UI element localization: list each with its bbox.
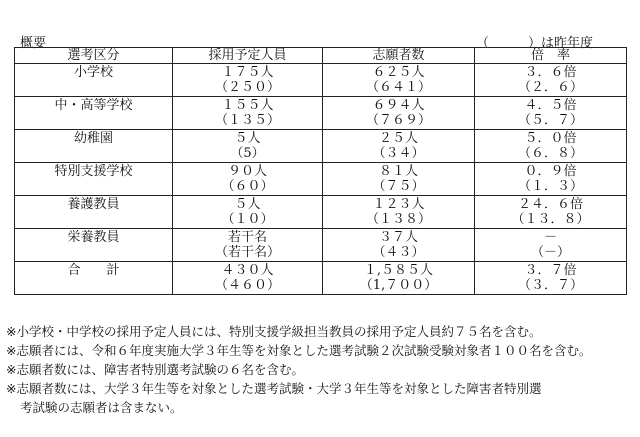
table-header-row — [15, 48, 627, 64]
planned-prev-value: （２５０） — [214, 80, 280, 95]
ratio-cell — [475, 130, 627, 163]
applicants-prev-value: （３４） — [372, 146, 425, 161]
applicants-value: ２５人 — [378, 131, 418, 146]
applicants-prev-value: （１３８） — [365, 212, 431, 227]
header-category: 選考区分 — [15, 48, 173, 64]
header-applicants: 志願者数 — [323, 48, 475, 64]
applicants-prev-value: （６４１） — [365, 80, 431, 95]
category-cell: 中・高等学校 — [15, 97, 173, 130]
footnote: ※志願者には、令和６年度実施大学３年生等を対象とした選考試験２次試験受験対象者１００名を含む。 — [6, 343, 592, 358]
page-title: 概要 — [20, 36, 47, 51]
planned-prev-value: （5） — [230, 146, 265, 161]
applicants-prev-value: （７６９） — [365, 113, 431, 128]
ratio-cell — [475, 97, 627, 130]
planned-cell — [173, 163, 323, 196]
planned-prev-value: （４６０） — [214, 278, 280, 293]
planned-prev-value: （１３５） — [214, 113, 280, 128]
ratio-prev-value: （１．３） — [517, 179, 583, 194]
ratio-cell — [475, 229, 627, 262]
applicants-cell — [323, 229, 475, 262]
ratio-value: ０．９倍 — [524, 164, 577, 179]
table-row — [15, 229, 627, 262]
ratio-value: ５．０倍 — [524, 131, 577, 146]
planned-value: ４３０人 — [221, 263, 274, 278]
applicants-cell — [323, 97, 475, 130]
planned-value: 若干名 — [227, 230, 267, 245]
planned-prev-value: （１０） — [221, 212, 274, 227]
recruitment-table — [14, 47, 627, 295]
ratio-prev-value: （１３．８） — [511, 212, 590, 227]
planned-cell — [173, 130, 323, 163]
table-row — [15, 64, 627, 97]
planned-value: １７５人 — [221, 65, 274, 80]
applicants-prev-value: （４３） — [372, 245, 425, 260]
footnote: ※小学校・中学校の採用予定人員には、特別支援学級担当教員の採用予定人員約７５名を含む。 — [6, 324, 542, 339]
ratio-cell — [475, 262, 627, 295]
ratio-prev-value: （５．７） — [517, 113, 583, 128]
applicants-cell — [323, 130, 475, 163]
ratio-cell — [475, 196, 627, 229]
header-planned: 採用予定人員 — [173, 48, 323, 64]
planned-cell — [173, 64, 323, 97]
planned-prev-value: （６０） — [221, 179, 274, 194]
planned-value: ５人 — [234, 131, 261, 146]
table-row — [15, 130, 627, 163]
category-cell: 養護教員 — [15, 196, 173, 229]
applicants-prev-value: （７５） — [372, 179, 425, 194]
ratio-prev-value: （６．８） — [517, 146, 583, 161]
planned-cell — [173, 196, 323, 229]
footnote: ※志願者数には、障害者特別選考試験の６名を含む。 — [6, 362, 304, 377]
category-cell: 小学校 — [15, 64, 173, 97]
applicants-value: ８１人 — [378, 164, 418, 179]
prev-year-note: （ ）は昨年度 — [476, 36, 594, 51]
planned-cell — [173, 229, 323, 262]
planned-value: ５人 — [234, 197, 261, 212]
applicants-cell — [323, 163, 475, 196]
category-cell: 幼稚園 — [15, 130, 173, 163]
ratio-value: ２４．６倍 — [517, 197, 583, 212]
footnotes — [6, 322, 634, 417]
ratio-cell — [475, 64, 627, 97]
applicants-value: １,５８５人 — [363, 263, 434, 278]
category-cell: 栄養教員 — [15, 229, 173, 262]
ratio-prev-value: （－） — [530, 245, 570, 260]
applicants-value: ６２５人 — [372, 65, 425, 80]
planned-cell — [173, 262, 323, 295]
applicants-prev-value: （1,７００） — [359, 278, 438, 293]
ratio-cell — [475, 163, 627, 196]
planned-cell — [173, 97, 323, 130]
total-row — [15, 262, 627, 295]
ratio-value: ３．６倍 — [524, 65, 577, 80]
ratio-value: ４．５倍 — [524, 98, 577, 113]
table-row — [15, 163, 627, 196]
applicants-cell — [323, 64, 475, 97]
header-ratio: 倍 率 — [475, 48, 627, 64]
category-cell: 合 計 — [15, 262, 173, 295]
ratio-prev-value: （３．７） — [517, 278, 583, 293]
ratio-prev-value: （２．６） — [517, 80, 583, 95]
footnote: ※志願者数には、大学３年生等を対象とした選考試験・大学３年生等を対象とした障害者特別選 — [6, 381, 542, 396]
applicants-cell — [323, 196, 475, 229]
planned-value: １５５人 — [221, 98, 274, 113]
ratio-value: － — [543, 230, 557, 245]
footnote-continuation: 考試験の志願者は含まない。 — [20, 400, 183, 415]
table-row — [15, 196, 627, 229]
applicants-value: ６９４人 — [372, 98, 425, 113]
ratio-value: ３．７倍 — [524, 263, 577, 278]
applicants-value: １２３人 — [372, 197, 425, 212]
applicants-cell — [323, 262, 475, 295]
planned-prev-value: （若干名） — [214, 245, 280, 260]
table-row — [15, 97, 627, 130]
category-cell: 特別支援学校 — [15, 163, 173, 196]
applicants-value: ３７人 — [378, 230, 418, 245]
planned-value: ９０人 — [227, 164, 267, 179]
